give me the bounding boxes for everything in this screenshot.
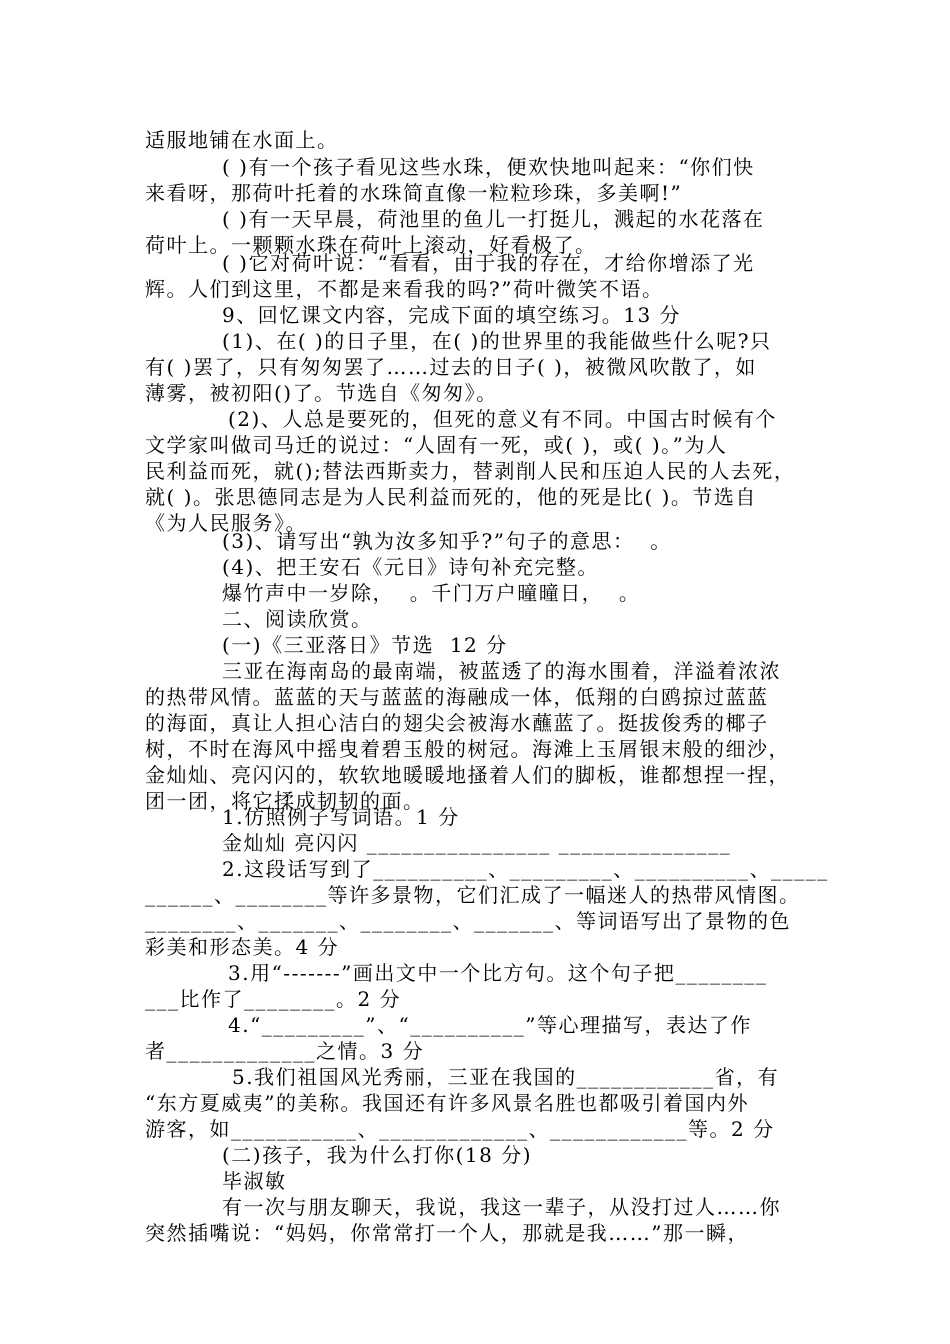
question-line: ________、_______、________、_______、等词语写出了景物的色: [145, 909, 791, 933]
text-line: 金灿灿、亮闪闪的，软软地暖暖地搔着人们的脚板，谁都想捏一捏，: [145, 763, 790, 787]
question-line: ______、________等许多景物，它们汇成了一幅迷人的热带风情图。: [145, 883, 801, 907]
text-line: 突然插嘴说：“妈妈，你常常打一个人，那就是我……”那一瞬，: [145, 1221, 749, 1245]
text-line: 荷叶上。一颗颗水珠在荷叶上滚动，好看极了。: [145, 233, 597, 257]
text-line: (1)、在( )的日子里，在( )的世界里的我能做些什么呢?只: [222, 329, 772, 353]
text-line: ( )它对荷叶说：“看看，由于我的存在，才给你增添了光: [222, 251, 755, 275]
text-line: 就( )。张思德同志是为人民利益而死的，他的死是比( )。节选自: [145, 485, 757, 509]
question-line: 5.我们祖国风光秀丽，三亚在我国的____________省，有: [232, 1065, 780, 1089]
text-line: 树，不时在海风中摇曳着碧玉般的树冠。海滩上玉屑银末般的细沙，: [145, 737, 790, 761]
text-line: 的海面，真让人担心洁白的翅尖会被海水蘸蓝了。挺拔俊秀的椰子: [145, 711, 769, 735]
text-line: 薄雾，被初阳()了。节选自《匆匆》。: [145, 381, 498, 405]
text-line: 9、回忆课文内容，完成下面的填空练习。13 分: [222, 303, 682, 327]
question-line: 4.“_________”、“__________”等心理描写，表达了作: [228, 1013, 752, 1037]
text-line: 《为人民服务》。: [145, 511, 307, 535]
text-line: (2)、人总是要死的，但死的意义有不同。中国古时候有个: [228, 407, 777, 431]
text-line: 有( )罢了，只有匆匆罢了……过去的日子( )，被微风吹散了，如: [145, 355, 757, 379]
question-line: 游客，如___________、_____________、____________等。2 分: [145, 1117, 775, 1141]
question-line: ___比作了________。2 分: [145, 987, 402, 1011]
section-heading: (二)孩子，我为什么打你(18 分): [222, 1143, 533, 1167]
text-line: ( )有一个孩子看见这些水珠，便欢快地叫起来：“你们快: [222, 155, 755, 179]
question-line: “东方夏威夷”的美称。我国还有许多风景名胜也都吸引着国内外: [145, 1091, 749, 1115]
text-line: 辉。人们到这里，不都是来看我的吗?”荷叶微笑不语。: [145, 277, 664, 301]
text-line: 的热带风情。蓝蓝的天与蓝蓝的海融成一体，低翔的白鸥掠过蓝蓝: [145, 685, 769, 709]
text-line: 有一次与朋友聊天，我说，我这一辈子，从没打过人……你: [222, 1195, 781, 1219]
text-line: 来看呀，那荷叶托着的水珠简直像一粒粒珍珠，多美啊!”: [145, 181, 683, 205]
text-line: ( )有一天早晨，荷池里的鱼儿一打挺儿，溅起的水花落在: [222, 207, 765, 231]
text-line: (4)、把王安石《元日》诗句补充完整。: [222, 555, 599, 579]
section-heading: 二、阅读欣赏。: [222, 607, 373, 631]
section-heading: (一)《三亚落日》节选 12 分: [222, 633, 508, 657]
question-line: 2.这段话写到了__________、_________、__________、_____: [222, 857, 829, 881]
text-line: 爆竹声中一岁除， 。千门万户曈曈日， 。: [222, 581, 641, 605]
question-line: 3.用“-------”画出文中一个比方句。这个句子把________: [228, 961, 768, 985]
text-line: 文学家叫做司马迁的说过：“人固有一死，或( )，或( )。”为人: [145, 433, 728, 457]
text-line: 三亚在海南岛的最南端，被蓝透了的海水围着，洋溢着浓浓: [222, 659, 781, 683]
question-line: 者_____________之情。3 分: [145, 1039, 425, 1063]
text-line: 民利益而死，就();替法西斯卖力，替剥削人民和压迫人民的人去死，: [145, 459, 796, 483]
question-line: 彩美和形态美。4 分: [145, 935, 340, 959]
text-line: 适服地铺在水面上。: [145, 128, 339, 152]
text-line: (3)、请写出“孰为汝多知乎?”句子的意思： 。: [222, 529, 672, 553]
question-line: 金灿灿 亮闪闪 ________________ _______________: [222, 831, 732, 855]
author-name: 毕淑敏: [222, 1169, 287, 1193]
question-line: 1.仿照例子写词语。1 分: [222, 805, 460, 829]
text-line: 团一团，将它揉成韧韧的面。: [145, 789, 425, 813]
